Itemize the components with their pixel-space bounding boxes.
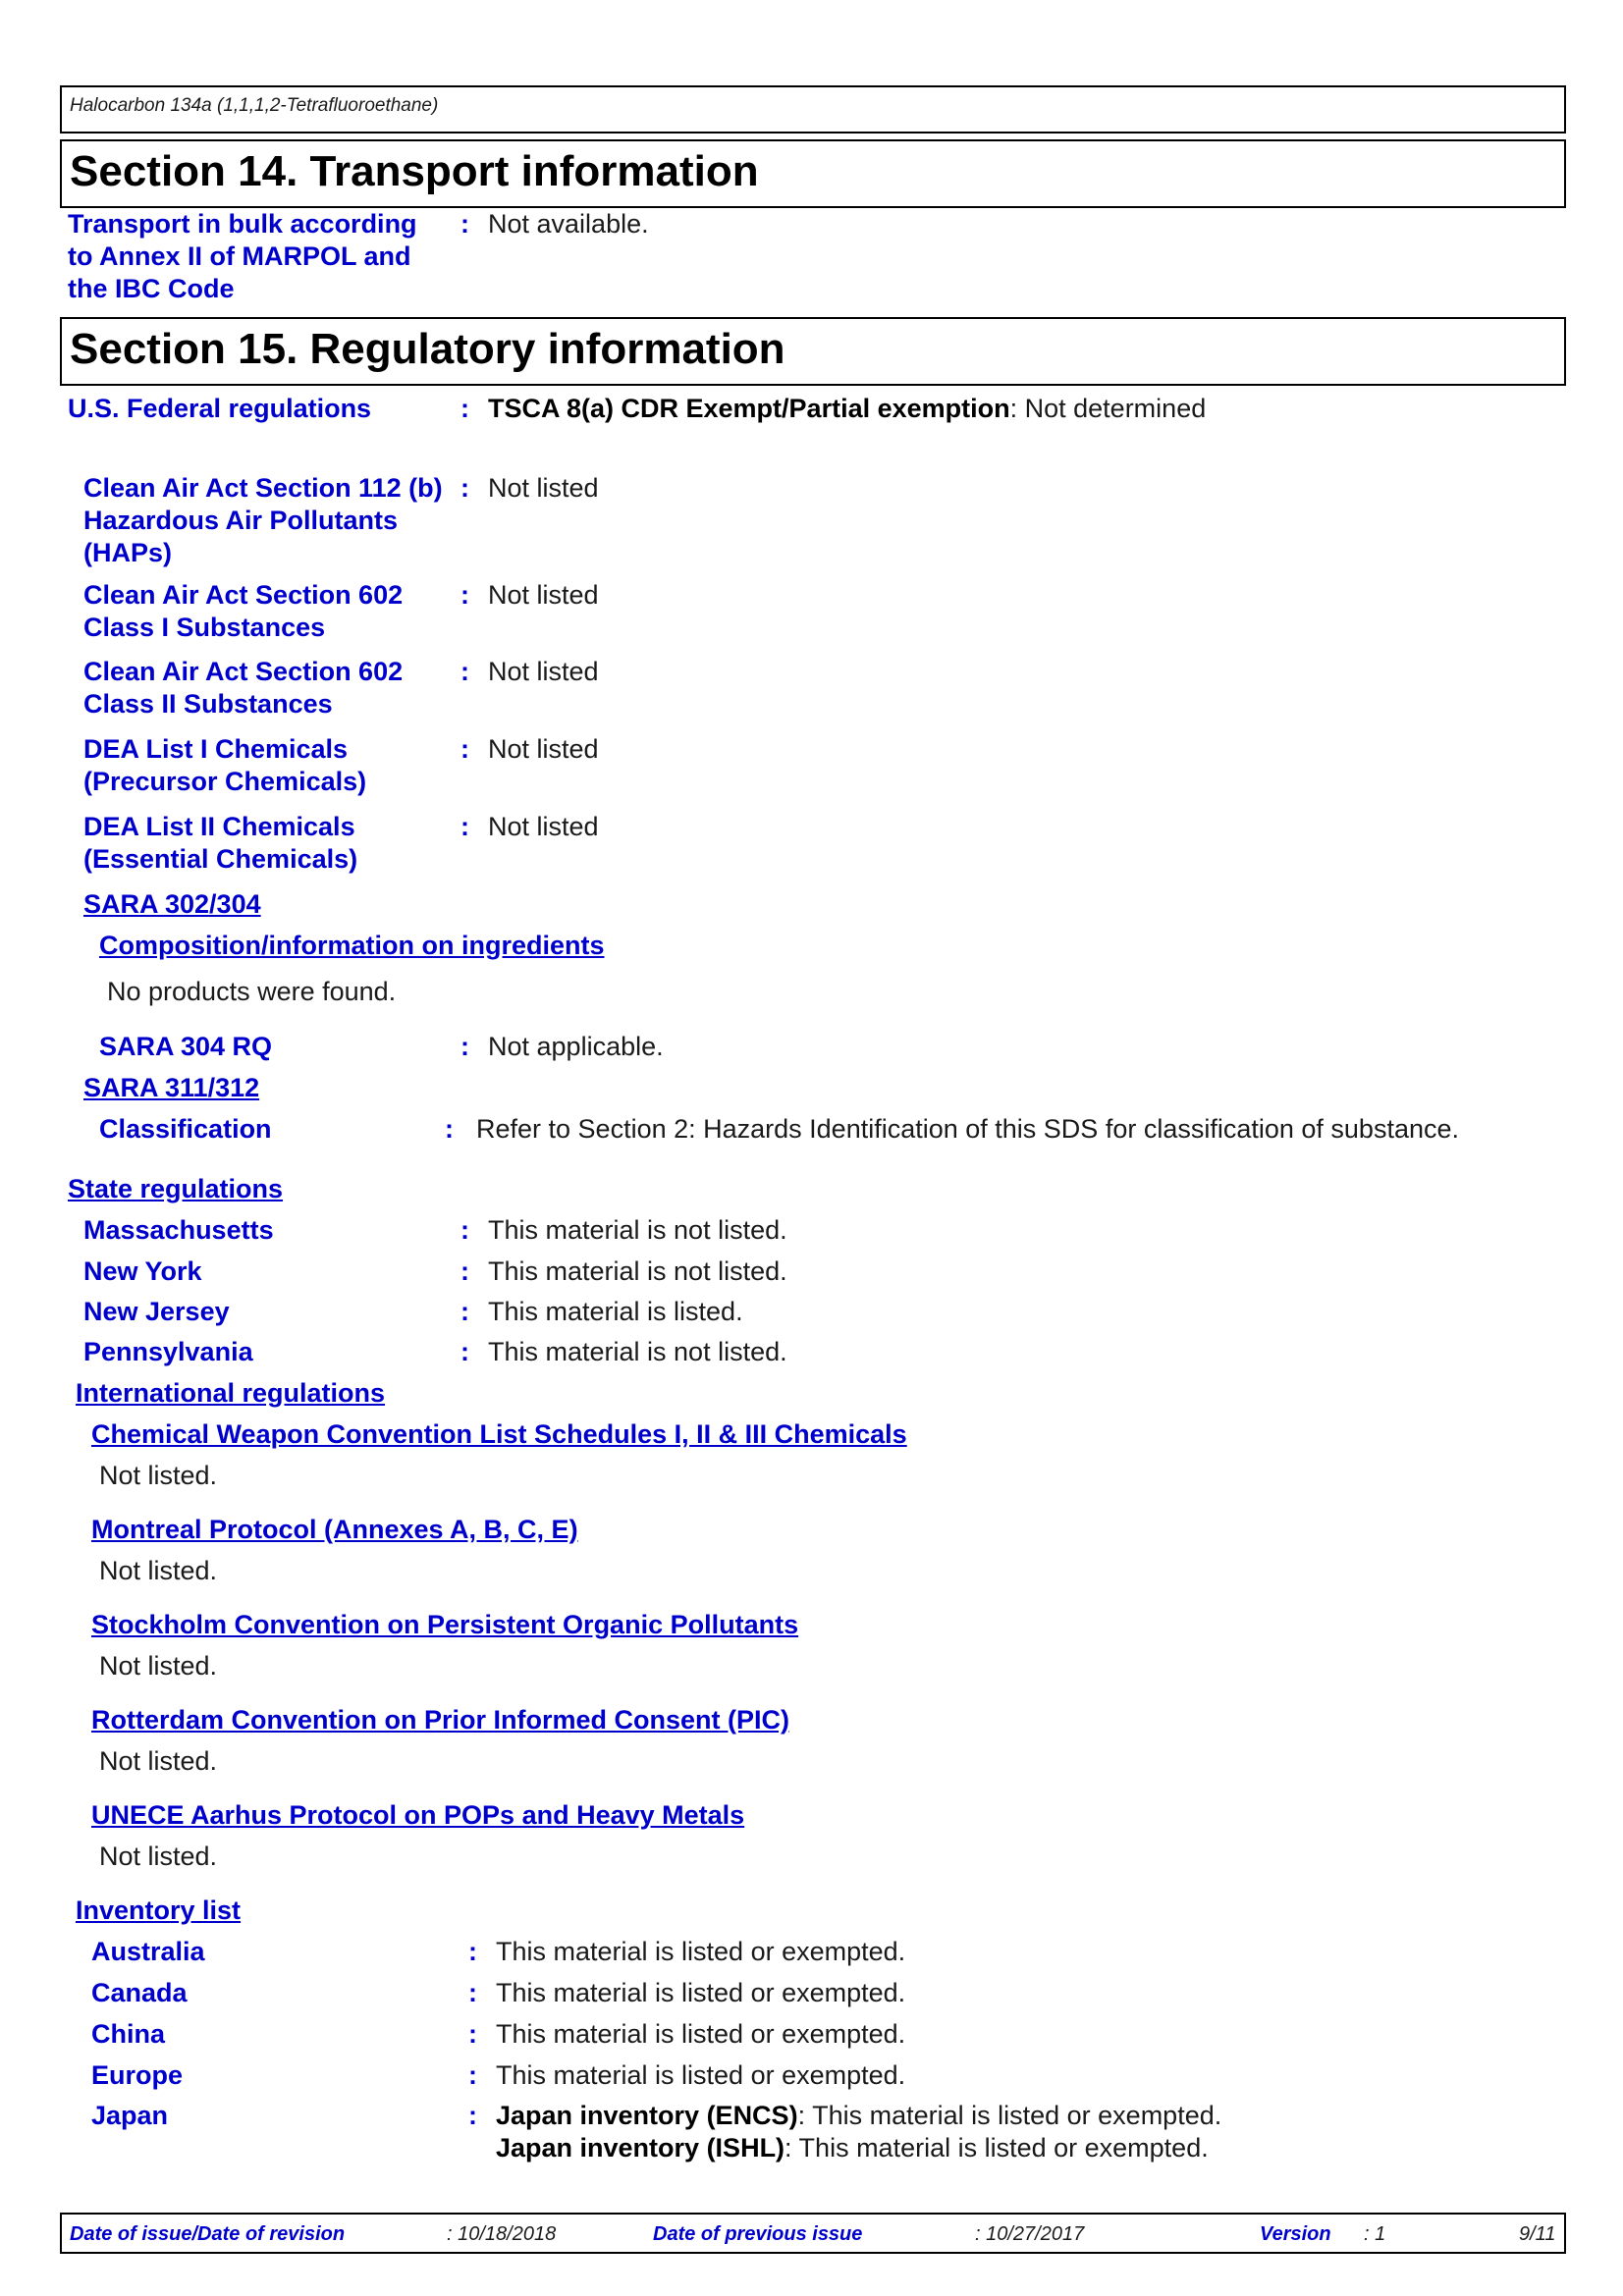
- transport-bulk-label: Transport in bulk according to Annex II of MARPOL and the IBC Code: [68, 209, 417, 303]
- federal-item-value: Not listed: [488, 580, 599, 610]
- intl-item-value: Not listed.: [99, 1651, 218, 1681]
- footer-previous-value: : 10/27/2017: [975, 2223, 1085, 2245]
- state-label: Massachusetts: [83, 1215, 274, 1245]
- intl-item-value: Not listed.: [99, 1461, 218, 1490]
- intl-item-heading[interactable]: Chemical Weapon Convention List Schedules I, II & III Chemicals: [91, 1419, 907, 1449]
- tsca-row: [488, 393, 1206, 425]
- section-15-title: Section 15. Regulatory information: [60, 317, 1566, 386]
- colon: :: [460, 734, 469, 764]
- intl-item-heading[interactable]: Stockholm Convention on Persistent Organic Pollutants: [91, 1610, 799, 1639]
- footer-issue-value: : 10/18/2018: [447, 2223, 557, 2245]
- composition-heading[interactable]: Composition/information on ingredients: [99, 931, 605, 960]
- japan-encs-value: : This material is listed or exempted.: [797, 2101, 1222, 2130]
- inventory-label: China: [91, 2019, 166, 2049]
- federal-item-label: Clean Air Act Section 602 Class I Substances: [83, 580, 404, 642]
- colon: :: [468, 2019, 477, 2049]
- federal-item-label: Clean Air Act Section 112 (b) Hazardous Air Pollutants (HAPs): [83, 473, 443, 567]
- colon: :: [468, 2060, 477, 2090]
- japan-encs-label: Japan inventory (ENCS): [496, 2101, 798, 2130]
- colon: :: [460, 394, 469, 423]
- sara-302-heading[interactable]: SARA 302/304: [83, 889, 261, 919]
- state-label: New York: [83, 1256, 202, 1286]
- inventory-value: This material is listed or exempted.: [496, 2019, 906, 2049]
- inventory-value: This material is listed or exempted.: [496, 2060, 906, 2090]
- document-footer: [60, 2213, 1566, 2254]
- state-value: This material is not listed.: [488, 1215, 787, 1245]
- colon: :: [460, 1256, 469, 1286]
- japan-ishl-value: : This material is listed or exempted.: [784, 2133, 1209, 2163]
- intl-item-heading[interactable]: UNECE Aarhus Protocol on POPs and Heavy Metals: [91, 1800, 745, 1830]
- intl-item-value: Not listed.: [99, 1842, 218, 1871]
- colon: :: [468, 1978, 477, 2007]
- colon: :: [460, 1297, 469, 1326]
- inventory-label: Europe: [91, 2060, 184, 2090]
- state-value: This material is not listed.: [488, 1256, 787, 1286]
- transport-bulk-value: Not available.: [488, 209, 649, 239]
- inventory-value: This material is listed or exempted.: [496, 1937, 906, 1966]
- inventory-label: Australia: [91, 1937, 205, 1966]
- tsca-value: : Not determined: [1009, 394, 1207, 423]
- state-value: This material is not listed.: [488, 1337, 787, 1366]
- colon: :: [460, 580, 469, 610]
- tsca-label: TSCA 8(a) CDR Exempt/Partial exemption: [488, 394, 1010, 423]
- footer-version-label: Version: [1260, 2223, 1331, 2245]
- colon: :: [460, 1032, 469, 1061]
- colon: :: [460, 1337, 469, 1366]
- intl-item-heading[interactable]: Montreal Protocol (Annexes A, B, C, E): [91, 1515, 578, 1544]
- colon: :: [468, 1937, 477, 1966]
- sara-304-rq-label: SARA 304 RQ: [99, 1032, 273, 1061]
- footer-version-value: : 1: [1364, 2223, 1386, 2245]
- federal-item-value: Not listed: [488, 812, 599, 841]
- sara-304-rq-value: Not applicable.: [488, 1032, 664, 1061]
- us-federal-label: U.S. Federal regulations: [68, 394, 372, 423]
- inventory-list-heading[interactable]: Inventory list: [76, 1896, 242, 1925]
- japan-ishl-row: [496, 2132, 1209, 2164]
- inventory-label-japan: Japan: [91, 2101, 169, 2130]
- federal-item-label: DEA List I Chemicals (Precursor Chemicals): [83, 734, 367, 796]
- japan-ishl-label: Japan inventory (ISHL): [496, 2133, 785, 2163]
- classification-value: Refer to Section 2: Hazards Identification of this SDS for classification of substance.: [476, 1114, 1459, 1144]
- footer-issue-label: Date of issue/Date of revision: [70, 2223, 346, 2245]
- intl-item-heading[interactable]: Rotterdam Convention on Prior Informed Consent (PIC): [91, 1705, 790, 1735]
- federal-item-value: Not listed: [488, 734, 599, 764]
- state-regulations-heading[interactable]: State regulations: [68, 1174, 284, 1203]
- classification-label: Classification: [99, 1114, 272, 1144]
- federal-item-value: Not listed: [488, 473, 599, 503]
- document-header: [60, 85, 1566, 133]
- intl-item-value: Not listed.: [99, 1556, 218, 1585]
- inventory-label: Canada: [91, 1978, 188, 2007]
- state-value: This material is listed.: [488, 1297, 743, 1326]
- colon: :: [460, 812, 469, 841]
- intl-item-value: Not listed.: [99, 1746, 218, 1776]
- footer-page-number: 9/11: [1519, 2223, 1556, 2245]
- state-label: Pennsylvania: [83, 1337, 253, 1366]
- sara-311-heading[interactable]: SARA 311/312: [83, 1073, 260, 1102]
- composition-value: No products were found.: [107, 977, 397, 1006]
- colon: :: [468, 2101, 477, 2130]
- colon: :: [460, 1215, 469, 1245]
- state-label: New Jersey: [83, 1297, 230, 1326]
- inventory-value: This material is listed or exempted.: [496, 1978, 906, 2007]
- federal-item-label: DEA List II Chemicals (Essential Chemicals): [83, 812, 358, 874]
- colon: :: [460, 657, 469, 686]
- japan-encs-row: [496, 2100, 1221, 2132]
- colon: :: [460, 473, 469, 503]
- colon: :: [445, 1114, 454, 1144]
- federal-item-label: Clean Air Act Section 602 Class II Substances: [83, 657, 404, 719]
- international-regulations-heading[interactable]: International regulations: [76, 1378, 386, 1408]
- footer-previous-label: Date of previous issue: [653, 2223, 863, 2245]
- product-name: Halocarbon 134a (1,1,1,2-Tetrafluoroethane): [70, 95, 439, 116]
- section-14-title: Section 14. Transport information: [60, 139, 1566, 208]
- federal-item-value: Not listed: [488, 657, 599, 686]
- colon: :: [460, 209, 469, 239]
